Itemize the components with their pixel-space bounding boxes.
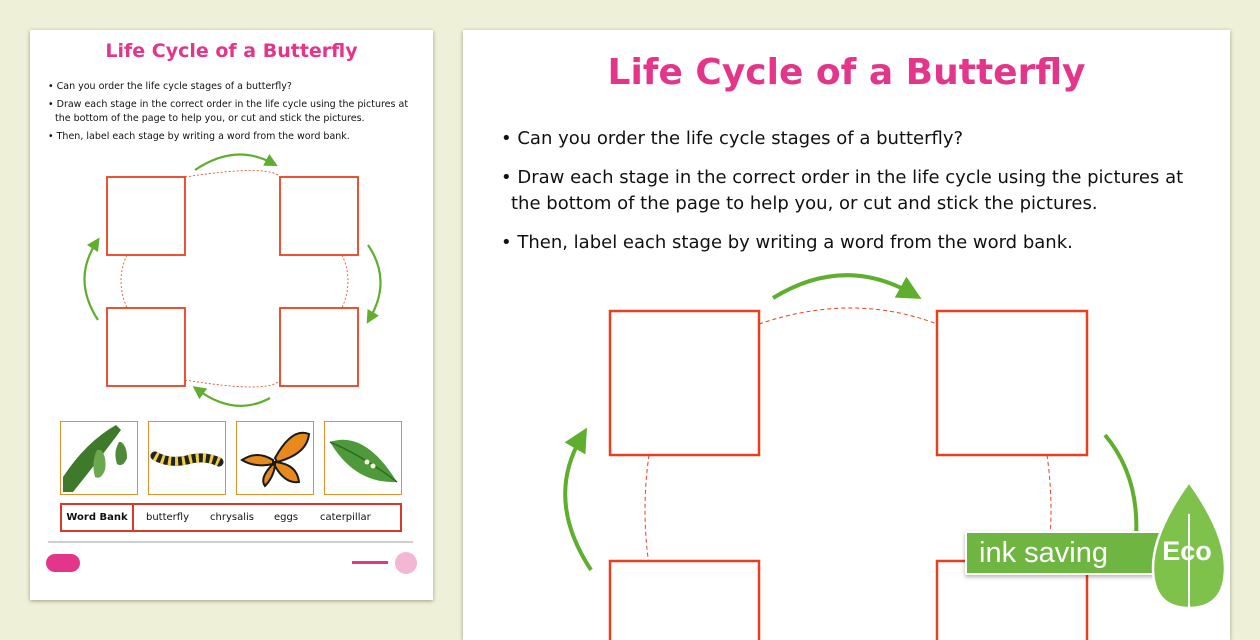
cycle-arrow-left <box>565 438 591 570</box>
stage-box-2 <box>937 311 1087 455</box>
cycle-arrow-top <box>773 275 911 298</box>
word-bank <box>60 503 402 532</box>
word-bank-word: butterfly <box>146 512 190 523</box>
footer-link <box>352 561 388 564</box>
stage-box-2 <box>280 177 358 255</box>
picture-chrysalis <box>60 421 138 495</box>
cycle-arrow-bottom <box>198 390 270 406</box>
picture-strip <box>60 421 402 497</box>
eco-ink-saving-badge <box>965 480 1260 630</box>
eco-label: Eco <box>1162 536 1212 566</box>
instruction-3: • Then, label each stage by writing a word from the word bank. <box>501 232 1073 253</box>
stage-box-4 <box>280 308 358 386</box>
worksheet-title: Life Cycle of a Butterfly <box>607 52 1086 93</box>
cycle-arrow-right <box>368 245 381 318</box>
picture-caterpillar <box>148 421 226 495</box>
word-bank-word: chrysalis <box>210 512 254 523</box>
picture-eggs <box>324 421 402 495</box>
worksheet-thumbnail[interactable] <box>30 30 433 600</box>
instruction-3: • Then, label each stage by writing a word from the word bank. <box>48 131 350 142</box>
stage-box-1 <box>610 311 759 455</box>
instruction-2: • Draw each stage in the correct order in the life cycle using the pictures at the bottom of the page to help you, or cut and stick the pictures. <box>501 167 1184 214</box>
instruction-2: • Draw each stage in the correct order in the life cycle using the pictures at the bottom of the page to help you, or cut and stick the pictures. <box>48 99 409 124</box>
cycle-arrow-left <box>84 243 98 320</box>
instruction-1: • Can you order the life cycle stages of a butterfly? <box>48 81 292 92</box>
word-bank-word: caterpillar <box>320 512 371 523</box>
leaf-eggs-icon <box>325 422 400 493</box>
brand-logo <box>46 554 80 572</box>
footer-small-print <box>48 541 413 543</box>
stage-box-1 <box>107 177 185 255</box>
eco-banner-label: ink saving <box>979 537 1108 569</box>
thumbnail-cycle-diagram <box>30 30 433 420</box>
word-bank-label: Word Bank <box>62 505 134 530</box>
picture-butterfly <box>236 421 314 495</box>
word-bank-word: eggs <box>274 512 299 523</box>
thumbnail-title: Life Cycle of a Butterfly <box>105 40 358 62</box>
cycle-arrow-top <box>195 154 272 170</box>
stage-box-3 <box>107 308 185 386</box>
caterpillar-icon <box>149 422 224 493</box>
instruction-1: • Can you order the life cycle stages of a butterfly? <box>501 128 964 149</box>
leaf-chrysalis-icon <box>61 422 136 493</box>
footer-badge-logo <box>395 552 417 574</box>
butterfly-icon <box>237 422 312 493</box>
stage-box-3 <box>610 561 759 640</box>
